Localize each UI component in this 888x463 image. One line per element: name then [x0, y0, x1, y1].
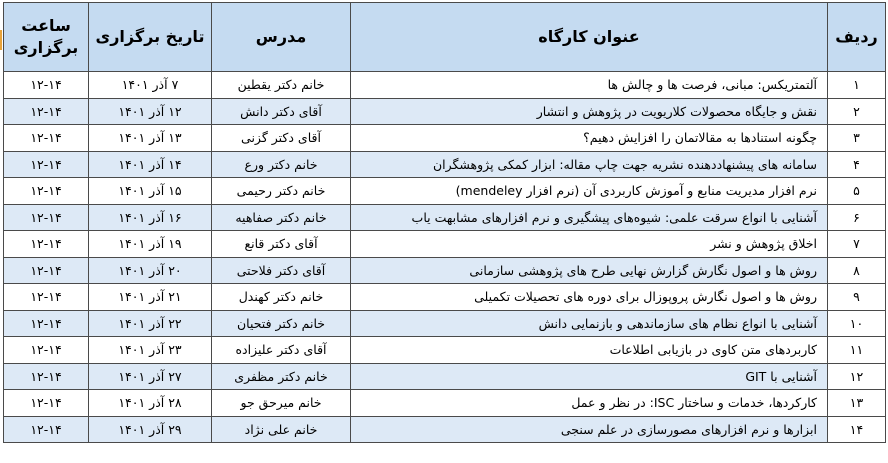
date-cell: ۲۳ آذر ۱۴۰۱: [89, 337, 212, 364]
row-number-cell: ۲: [828, 98, 886, 125]
workshop-title-cell: آشنایی با GIT: [351, 363, 828, 390]
teacher-cell: آقای دکتر علیزاده: [212, 337, 351, 364]
table-row: [4, 178, 886, 205]
teacher-cell: خانم علی نژاد: [212, 416, 351, 443]
teacher-cell: آقای دکتر فلاحتی: [212, 257, 351, 284]
workshop-title-cell: نقش و جایگاه محصولات کلاریویت در پژوهش و انتشار: [351, 98, 828, 125]
row-number-cell: ۸: [828, 257, 886, 284]
row-number-cell: ۹: [828, 284, 886, 311]
workshop-title-cell: آلتمتریکس: مبانی، فرصت ها و چالش ها: [351, 72, 828, 99]
time-cell: ۱۲-۱۴: [4, 337, 89, 364]
row-number-cell: ۱۴: [828, 416, 886, 443]
row-number-cell: ۶: [828, 204, 886, 231]
time-cell: ۱۲-۱۴: [4, 204, 89, 231]
date-cell: ۲۲ آذر ۱۴۰۱: [89, 310, 212, 337]
table-row: [4, 284, 886, 311]
row-number-cell: ۳: [828, 125, 886, 152]
time-cell: ۱۲-۱۴: [4, 257, 89, 284]
date-cell: ۲۱ آذر ۱۴۰۱: [89, 284, 212, 311]
teacher-cell: خانم دکتر ورع: [212, 151, 351, 178]
time-cell: ۱۲-۱۴: [4, 231, 89, 258]
time-cell: ۱۲-۱۴: [4, 72, 89, 99]
teacher-cell: خانم دکتر کهندل: [212, 284, 351, 311]
teacher-cell: آقای دکتر قانع: [212, 231, 351, 258]
row-number-cell: ۱۲: [828, 363, 886, 390]
date-cell: ۱۲ آذر ۱۴۰۱: [89, 98, 212, 125]
row-number-cell: ۴: [828, 151, 886, 178]
teacher-cell: خانم میرحق جو: [212, 390, 351, 417]
header-time: ساعت برگزاری: [4, 3, 89, 72]
date-cell: ۲۸ آذر ۱۴۰۱: [89, 390, 212, 417]
table-row: [4, 72, 886, 99]
date-cell: ۲۰ آذر ۱۴۰۱: [89, 257, 212, 284]
date-cell: ۱۹ آذر ۱۴۰۱: [89, 231, 212, 258]
time-cell: ۱۲-۱۴: [4, 310, 89, 337]
workshop-title-cell: کاربردهای متن کاوی در بازیابی اطلاعات: [351, 337, 828, 364]
table-row: [4, 151, 886, 178]
teacher-cell: خانم دکتر یقطین: [212, 72, 351, 99]
teacher-cell: آقای دکتر گزنی: [212, 125, 351, 152]
date-cell: ۱۴ آذر ۱۴۰۱: [89, 151, 212, 178]
row-number-cell: ۷: [828, 231, 886, 258]
edge-marker: [0, 30, 2, 50]
workshop-title-cell: نرم افزار مدیریت منابع و آموزش کاربردی آن (نرم افزار mendeley): [351, 178, 828, 205]
workshop-title-cell: آشنایی با انواع سرقت علمی: شیوه‌های پیشگیری و نرم افزارهای مشابهت یاب: [351, 204, 828, 231]
time-cell: ۱۲-۱۴: [4, 390, 89, 417]
table-row: [4, 416, 886, 443]
date-cell: ۱۵ آذر ۱۴۰۱: [89, 178, 212, 205]
teacher-cell: خانم دکتر فتحیان: [212, 310, 351, 337]
time-cell: ۱۲-۱۴: [4, 363, 89, 390]
date-cell: ۱۳ آذر ۱۴۰۱: [89, 125, 212, 152]
workshop-title-cell: ابزارها و نرم افزارهای مصورسازی در علم سنجی: [351, 416, 828, 443]
table-row: [4, 363, 886, 390]
teacher-cell: آقای دکتر دانش: [212, 98, 351, 125]
workshop-title-cell: کارکردها، خدمات و ساختار ISC: در نظر و عمل: [351, 390, 828, 417]
table-row: [4, 231, 886, 258]
row-number-cell: ۱۰: [828, 310, 886, 337]
teacher-cell: خانم دکتر مظفری: [212, 363, 351, 390]
workshop-title-cell: سامانه های پیشنهاددهنده نشریه جهت چاپ مقاله: ابزار کمکی پژوهشگران: [351, 151, 828, 178]
table-row: [4, 125, 886, 152]
workshop-title-cell: روش ها و اصول نگارش پروپوزال برای دوره های تحصیلات تکمیلی: [351, 284, 828, 311]
date-cell: ۲۷ آذر ۱۴۰۱: [89, 363, 212, 390]
teacher-cell: خانم دکتر رحیمی: [212, 178, 351, 205]
header-date: تاریخ برگزاری: [89, 3, 212, 72]
time-cell: ۱۲-۱۴: [4, 284, 89, 311]
workshop-title-cell: اخلاق پژوهش و نشر: [351, 231, 828, 258]
table-row: [4, 257, 886, 284]
row-number-cell: ۱۱: [828, 337, 886, 364]
teacher-cell: خانم دکتر صفاهیه: [212, 204, 351, 231]
date-cell: ۱۶ آذر ۱۴۰۱: [89, 204, 212, 231]
date-cell: ۷ آذر ۱۴۰۱: [89, 72, 212, 99]
row-number-cell: ۵: [828, 178, 886, 205]
table-header-row: [4, 3, 886, 72]
time-cell: ۱۲-۱۴: [4, 125, 89, 152]
row-number-cell: ۱۳: [828, 390, 886, 417]
table-row: [4, 98, 886, 125]
time-cell: ۱۲-۱۴: [4, 178, 89, 205]
header-row-number: ردیف: [828, 3, 886, 72]
table-row: [4, 337, 886, 364]
time-cell: ۱۲-۱۴: [4, 416, 89, 443]
time-cell: ۱۲-۱۴: [4, 151, 89, 178]
header-workshop-title: عنوان کارگاه: [351, 3, 828, 72]
date-cell: ۲۹ آذر ۱۴۰۱: [89, 416, 212, 443]
table-row: [4, 204, 886, 231]
header-teacher: مدرس: [212, 3, 351, 72]
row-number-cell: ۱: [828, 72, 886, 99]
table-row: [4, 390, 886, 417]
table-row: [4, 310, 886, 337]
workshop-schedule-table: [3, 2, 886, 443]
time-cell: ۱۲-۱۴: [4, 98, 89, 125]
workshop-title-cell: روش ها و اصول نگارش گزارش نهایی طرح های پژوهشی سازمانی: [351, 257, 828, 284]
workshop-title-cell: آشنایی با انواع نظام های سازماندهی و بازنمایی دانش: [351, 310, 828, 337]
workshop-title-cell: چگونه استنادها به مقالاتمان را افزایش دهیم؟: [351, 125, 828, 152]
